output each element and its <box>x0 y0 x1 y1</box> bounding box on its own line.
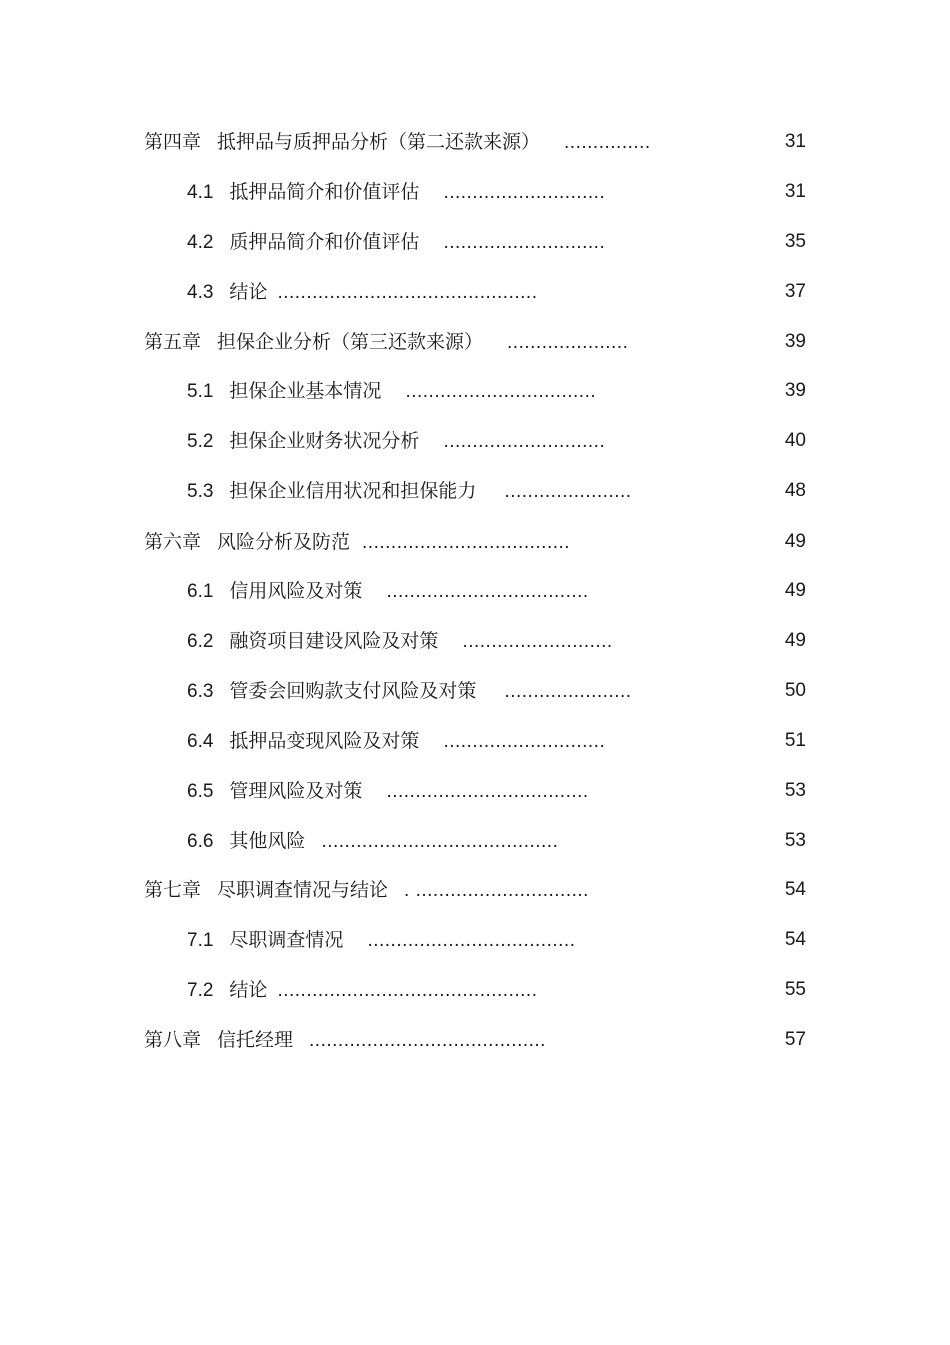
dot-leader: ............................................. <box>277 980 538 1001</box>
toc-entry-section-6-1[interactable] <box>0 576 950 606</box>
toc-entry-section-6-3[interactable] <box>0 676 950 706</box>
chapter-number: 第六章 <box>144 531 202 553</box>
section-title: 管理风险及对策 <box>229 780 363 802</box>
page-number: 48 <box>784 480 806 501</box>
page-number: 37 <box>784 281 806 302</box>
toc-entry-chapter-5[interactable] <box>0 327 950 357</box>
page-number: 50 <box>784 680 806 701</box>
page-number: 40 <box>784 430 806 451</box>
toc-entry-left <box>144 327 628 358</box>
dot-leader: ............................................. <box>277 282 538 303</box>
dot-leader: ...................... <box>504 681 632 702</box>
toc-entry-chapter-7[interactable] <box>0 875 950 905</box>
toc-entry-left <box>187 925 575 956</box>
section-number: 4.2 <box>187 232 214 253</box>
toc-entry-left <box>144 1025 546 1056</box>
chapter-number: 第八章 <box>144 1029 202 1051</box>
dot-leader: ................................... <box>386 781 589 802</box>
toc-entry-chapter-8[interactable] <box>0 1025 950 1055</box>
toc-entry-section-6-6[interactable] <box>0 826 950 856</box>
chapter-number: 第四章 <box>144 131 202 153</box>
dot-leader: . .............................. <box>404 880 589 901</box>
dot-leader: ............................ <box>443 232 606 253</box>
section-number: 6.3 <box>187 681 214 702</box>
toc-entry-left <box>144 875 589 906</box>
toc-entry-left <box>187 476 632 507</box>
toc-entry-left <box>187 676 632 707</box>
toc-entry-section-5-3[interactable] <box>0 476 950 506</box>
section-title: 抵押品简介和价值评估 <box>229 181 420 203</box>
toc-entry-chapter-6[interactable] <box>0 527 950 557</box>
section-number: 5.2 <box>187 431 214 452</box>
dot-leader: ...................... <box>504 481 632 502</box>
dot-leader: ................................. <box>405 381 597 402</box>
toc-entry-left <box>187 376 596 407</box>
dot-leader: ............................ <box>443 431 606 452</box>
page-number: 55 <box>784 979 806 1000</box>
page-number: 51 <box>784 730 806 751</box>
dot-leader: ............... <box>564 132 651 153</box>
dot-leader: ..................... <box>507 332 629 353</box>
chapter-title: 信托经理 <box>217 1029 294 1051</box>
chapter-title: 抵押品与质押品分析（第二还款来源） <box>217 131 541 153</box>
page-number: 54 <box>784 879 806 900</box>
section-number: 6.6 <box>187 831 214 852</box>
page-number: 39 <box>784 331 806 352</box>
section-number: 7.1 <box>187 930 214 951</box>
toc-entry-section-7-1[interactable] <box>0 925 950 955</box>
section-number: 5.3 <box>187 481 214 502</box>
page-number: 31 <box>784 181 806 202</box>
section-title: 管委会回购款支付风险及对策 <box>229 680 477 702</box>
toc-entry-section-6-2[interactable] <box>0 626 950 656</box>
section-number: 7.2 <box>187 980 214 1001</box>
chapter-number: 第五章 <box>144 331 202 353</box>
section-number: 5.1 <box>187 381 214 402</box>
chapter-title: 担保企业分析（第三还款来源） <box>217 331 484 353</box>
page-number: 39 <box>784 380 806 401</box>
section-title: 信用风险及对策 <box>229 580 363 602</box>
toc-entry-left <box>187 576 589 607</box>
section-title: 抵押品变现风险及对策 <box>229 730 420 752</box>
section-number: 6.4 <box>187 731 214 752</box>
dot-leader: .................................... <box>367 930 576 951</box>
section-title: 结论 <box>229 979 268 1001</box>
chapter-title: 尽职调查情况与结论 <box>217 879 389 901</box>
section-title: 其他风险 <box>229 830 306 852</box>
toc-entry-left <box>187 177 605 208</box>
toc-entry-left <box>187 227 605 258</box>
page-number: 35 <box>784 231 806 252</box>
toc-entry-left <box>187 626 613 657</box>
toc-entry-section-7-2[interactable] <box>0 975 950 1005</box>
toc-entry-section-5-2[interactable] <box>0 426 950 456</box>
toc-entry-section-4-1[interactable] <box>0 177 950 207</box>
section-number: 6.2 <box>187 631 214 652</box>
page-number: 31 <box>784 131 806 152</box>
toc-entry-chapter-4[interactable] <box>0 127 950 157</box>
dot-leader: ......................................... <box>309 1030 546 1051</box>
chapter-title: 风险分析及防范 <box>217 531 351 553</box>
page-number: 53 <box>784 830 806 851</box>
toc-entry-section-6-5[interactable] <box>0 776 950 806</box>
page-number: 49 <box>784 630 806 651</box>
section-title: 担保企业基本情况 <box>229 380 382 402</box>
section-number: 6.1 <box>187 581 214 602</box>
section-number: 6.5 <box>187 781 214 802</box>
section-number: 4.1 <box>187 182 214 203</box>
section-title: 质押品简介和价值评估 <box>229 231 420 253</box>
dot-leader: .......................... <box>462 631 613 652</box>
section-title: 融资项目建设风险及对策 <box>229 630 439 652</box>
section-title: 担保企业财务状况分析 <box>229 430 420 452</box>
toc-entry-left <box>187 776 589 807</box>
toc-entry-left <box>187 826 558 857</box>
page-number: 49 <box>784 580 806 601</box>
dot-leader: ......................................... <box>321 831 559 852</box>
page-number: 54 <box>784 929 806 950</box>
chapter-number: 第七章 <box>144 879 202 901</box>
toc-entry-left <box>187 426 605 457</box>
page-number: 49 <box>784 531 806 552</box>
toc-entry-left <box>144 527 570 558</box>
section-title: 担保企业信用状况和担保能力 <box>229 480 477 502</box>
page-number: 53 <box>784 780 806 801</box>
toc-entry-left <box>187 277 537 308</box>
section-title: 结论 <box>229 281 268 303</box>
dot-leader: ............................ <box>443 182 606 203</box>
dot-leader: ............................ <box>443 731 606 752</box>
toc-entry-section-6-4[interactable] <box>0 726 950 756</box>
dot-leader: ................................... <box>386 581 589 602</box>
toc-entry-section-5-1[interactable] <box>0 376 950 406</box>
section-title: 尽职调查情况 <box>229 929 344 951</box>
dot-leader: .................................... <box>362 532 571 553</box>
toc-entry-left <box>144 127 651 158</box>
page-number: 57 <box>784 1029 806 1050</box>
toc-entry-left <box>187 975 537 1006</box>
toc-entry-section-4-2[interactable] <box>0 227 950 257</box>
toc-entry-section-4-3[interactable] <box>0 277 950 307</box>
section-number: 4.3 <box>187 282 214 303</box>
toc-entry-left <box>187 726 605 757</box>
